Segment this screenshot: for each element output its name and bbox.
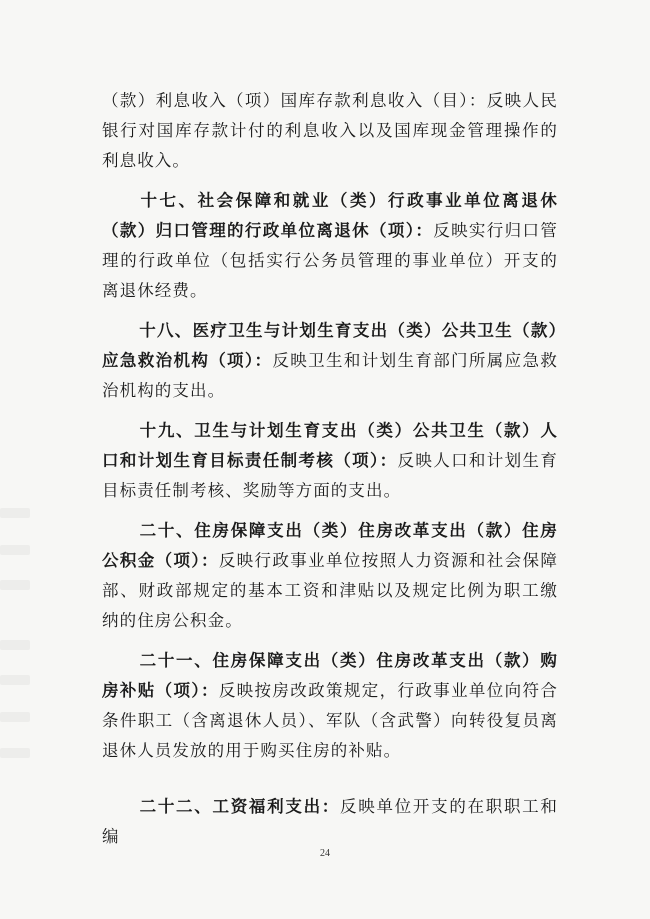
bleed-through-mark xyxy=(0,545,30,555)
paragraph-body: （款）利息收入（项）国库存款利息收入（目）：反映人民银行对国库存款计付的利息收入以及国库现金管理操作的利息收入。 xyxy=(102,91,558,170)
paragraph-17 xyxy=(102,186,558,306)
paragraph-heading: 二十、住房保障支出（类）住房改革支出（款）住房公积金（项）： xyxy=(102,521,558,570)
paragraph-20 xyxy=(102,516,558,636)
paragraph-body: 反映实行归口管理的行政单位（包括实行公务员管理的事业单位）开支的离退休经费。 xyxy=(102,221,558,300)
paragraph-heading: 十八、医疗卫生与计划生育支出（类）公共卫生（款）应急救治机构（项）： xyxy=(102,321,558,370)
paragraph-heading: 十九、卫生与计划生育支出（类）公共卫生（款）人口和计划生育目标责任制考核（项）： xyxy=(102,421,558,470)
paragraph-21 xyxy=(102,646,558,766)
bleed-through-mark xyxy=(0,508,30,518)
paragraph-body: 反映按房改政策规定，行政事业单位向符合条件职工（含离退休人员）、军队（含武警）向转役复员离退休人员发放的用于购买住房的补贴。 xyxy=(102,681,558,760)
paragraph-body: 反映单位开支的在职职工和编 xyxy=(102,797,559,846)
document-body xyxy=(102,86,558,862)
paragraph-19 xyxy=(102,416,558,506)
page-number: 24 xyxy=(320,848,330,859)
bleed-through-mark xyxy=(0,748,30,758)
paragraph-body: 反映卫生和计划生育部门所属应急救治机构的支出。 xyxy=(102,351,558,400)
bleed-through-mark xyxy=(0,580,30,590)
bleed-through-mark xyxy=(0,712,30,722)
paragraph-heading: 二十二、工资福利支出： xyxy=(139,797,341,816)
paragraph-18 xyxy=(102,316,558,406)
paragraph-interest-income xyxy=(102,86,558,176)
paragraph-22 xyxy=(102,792,558,852)
paragraph-body: 反映行政事业单位按照人力资源和社会保障部、财政部规定的基本工资和津贴以及规定比例为职工缴纳的住房公积金。 xyxy=(102,551,558,630)
bleed-through-mark xyxy=(0,640,30,650)
paragraph-heading: 十七、社会保障和就业（类）行政事业单位离退休（款）归口管理的行政单位离退休（项）： xyxy=(102,191,558,240)
bleed-through-mark xyxy=(0,675,30,685)
paragraph-heading: 二十一、住房保障支出（类）住房改革支出（款）购房补贴（项）： xyxy=(102,651,558,700)
paragraph-body: 反映人口和计划生育目标责任制考核、奖励等方面的支出。 xyxy=(102,451,558,500)
